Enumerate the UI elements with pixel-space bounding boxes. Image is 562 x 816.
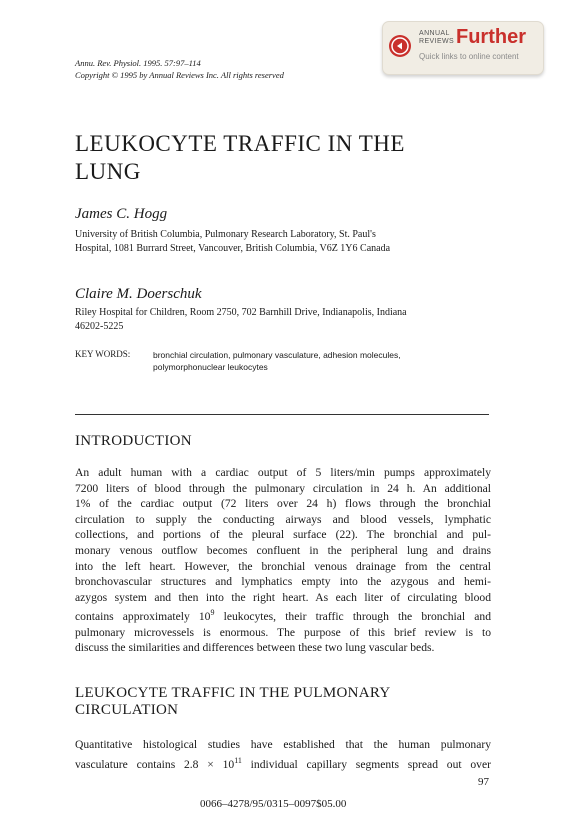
text-fragment: leukocytes, their traffic through the bronchial and <box>214 610 491 624</box>
superscript: 9 <box>210 608 215 618</box>
body-paragraph <box>75 737 491 772</box>
article-title <box>75 130 455 186</box>
section-heading: INTRODUCTION <box>75 433 192 449</box>
affiliation-line: 46202-5225 <box>75 321 124 332</box>
section-heading <box>75 685 435 719</box>
text-line: collections, and portions of the pleural surface (22). The bronchial and pul- <box>75 528 491 542</box>
further-title: Further <box>456 26 526 48</box>
keywords-list <box>153 349 493 373</box>
text-fragment: individual capillary segments spread out over <box>241 757 491 771</box>
text-line: 7200 liters of blood through the pulmonary circulation in 24 h. An additional <box>75 481 491 495</box>
reviews-label: REVIEWS <box>419 38 455 45</box>
text-line: discuss the similarities and differences between these two lung vascular beds. <box>75 641 435 655</box>
affiliation-line: University of British Columbia, Pulmonary Research Laboratory, St. Paul's <box>75 229 376 240</box>
keywords-line: polymorphonuclear leukocytes <box>153 362 268 372</box>
keywords-label: KEY WORDS: <box>75 349 131 359</box>
title-line: LEUKOCYTE TRAFFIC IN THE <box>75 131 405 156</box>
heading-line: CIRCULATION <box>75 702 179 718</box>
journal-ref-line: Annu. Rev. Physiol. 1995. 57:97–114 <box>75 58 201 68</box>
text-line: Quantitative histological studies have established that the human pulmonary <box>75 738 491 751</box>
arrow-left-icon <box>389 35 411 57</box>
text-line <box>75 753 491 772</box>
page-number: 97 <box>478 776 489 788</box>
text-fragment: contains approximately 10 <box>75 610 211 624</box>
further-subtitle: Quick links to online content <box>419 52 519 61</box>
text-line <box>75 605 491 624</box>
journal-citation <box>75 57 284 81</box>
text-line: into the left heart. However, the bronchial venous drainage from the central <box>75 559 491 573</box>
text-line: bronchovascular structures and lymphatics empty into the azygous and hemi- <box>75 575 491 589</box>
text-fragment: vasculature contains 2.8 × 10 <box>75 757 235 771</box>
annual-label: ANNUAL <box>419 30 450 37</box>
heading-line: LEUKOCYTE TRAFFIC IN THE PULMONARY <box>75 685 391 701</box>
text-line: pulmonary microvessels is enormous. The purpose of this brief review is to <box>75 625 491 639</box>
title-line: LUNG <box>75 159 141 184</box>
author-name: James C. Hogg <box>75 206 168 222</box>
copyright-line: Copyright © 1995 by Annual Reviews Inc. All rights reserved <box>75 70 284 80</box>
superscript: 11 <box>234 755 242 765</box>
further-links-button[interactable] <box>382 21 544 75</box>
affiliation-line: Hospital, 1081 Burrard Street, Vancouver, British Columbia, V6Z 1Y6 Canada <box>75 243 391 254</box>
text-line: 1% of the cardiac output (72 liters over 24 h) flows through the bronchial <box>75 497 491 511</box>
footer-code: 0066–4278/95/0315–0097$05.00 <box>200 798 347 810</box>
annual-reviews-logo-text <box>419 30 454 46</box>
text-line: An adult human with a cardiac output of 5 liters/min pumps approximately <box>75 466 491 479</box>
author-affiliation <box>75 228 495 256</box>
keywords-line: bronchial circulation, pulmonary vasculature, adhesion molecules, <box>153 350 401 360</box>
body-paragraph <box>75 465 491 656</box>
text-line: azygos system and then into the right heart. As each liter of circulating blood <box>75 590 491 604</box>
text-line: circulation to supply the conducting airways and blood vessels, lymphatic <box>75 512 491 526</box>
author-name: Claire M. Doerschuk <box>75 286 202 302</box>
author-affiliation <box>75 306 495 334</box>
affiliation-line: Riley Hospital for Children, Room 2750, 702 Barnhill Drive, Indianapolis, Indiana <box>75 307 407 318</box>
text-line: monary venous outflow becomes confluent in the peripheral lung and drains <box>75 543 491 557</box>
section-divider <box>75 414 489 415</box>
